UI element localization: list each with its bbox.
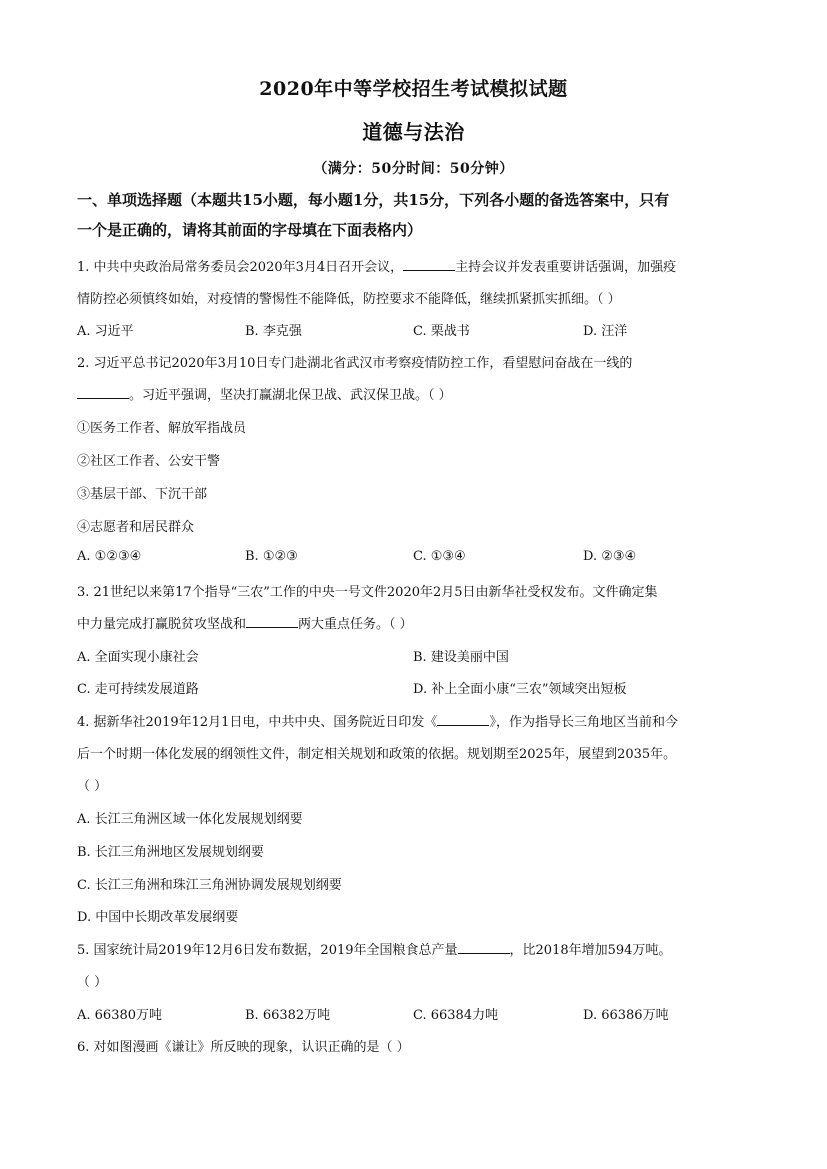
q2-line2 xyxy=(77,384,767,403)
q2-option-a: A. ①②③④ xyxy=(77,549,142,564)
q5-option-d: D. 66386万吨 xyxy=(583,1008,669,1023)
q2-text-b: 。习近平强调，坚决打赢湖北保卫战、武汉保卫战。（ ） xyxy=(129,388,452,403)
q2-blank xyxy=(77,386,129,399)
section-heading-line1: 一、单项选择题（本题共15小题，每小题1分，共15分，下列各小题的备选答案中，只有 xyxy=(77,191,670,209)
q5-line2: （ ） xyxy=(77,975,108,990)
q4-line1 xyxy=(77,711,767,730)
q3-blank xyxy=(246,615,298,628)
q1-option-d: D. 汪洋 xyxy=(583,324,628,339)
q3-text-b: 两大重点任务。（ ） xyxy=(298,617,413,632)
q5-option-a: A. 66380万吨 xyxy=(77,1008,163,1023)
q4-line2: 后一个时期一体化发展的纲领性文件，制定相关规划和政策的依据。规划期至2025年，展望到2035年。 xyxy=(77,747,677,762)
q4-option-a: A. 长江三角洲区域一体化发展规划纲要 xyxy=(77,812,303,827)
q4-option-c: C. 长江三角洲和珠江三角洲协调发展规划纲要 xyxy=(77,878,342,893)
q2-item-3: ③基层干部、下沉干部 xyxy=(77,487,208,502)
q2-option-d: D. ②③④ xyxy=(583,549,637,564)
q6-line1: 6. 对如图漫画《谦让》所反映的现象，认识正确的是（ ） xyxy=(77,1040,410,1055)
q4-option-d: D. 中国中长期改革发展纲要 xyxy=(77,910,239,925)
q2-item-4: ④志愿者和居民群众 xyxy=(77,520,195,535)
subject-title: 道德与法治 xyxy=(362,120,465,144)
q3-option-b: B. 建设美丽中国 xyxy=(413,650,509,665)
q1-option-c: C. 栗战书 xyxy=(413,324,470,339)
q1-text-a: 1. 中共中央政治局常务委员会2020年3月4日召开会议， xyxy=(77,260,404,275)
q1-line1 xyxy=(77,256,767,275)
q1-blank xyxy=(403,258,455,271)
q1-text-b: 主持会议并发表重要讲话强调，加强疫 xyxy=(455,260,677,275)
q4-text-b: 》，作为指导长三角地区当前和今 xyxy=(489,715,678,730)
q5-option-c: C. 66384力吨 xyxy=(413,1008,499,1023)
q2-item-1: ①医务工作者、解放军指战员 xyxy=(77,421,247,436)
q3-line1: 3. 21世纪以来第17个指导“三农”工作的中央一号文件2020年2月5日由新华社受权发布。文件确定集 xyxy=(77,585,658,600)
q4-line3: （ ） xyxy=(77,779,108,794)
q3-line2 xyxy=(77,613,767,632)
q4-option-b: B. 长江三角洲地区发展规划纲要 xyxy=(77,845,264,860)
q4-blank xyxy=(437,713,489,726)
q5-text-b: ，比2018年增加594万吨。 xyxy=(509,943,672,958)
q2-option-b: B. ①②③ xyxy=(245,549,298,564)
q3-text-a: 中力量完成打赢脱贫攻坚战和 xyxy=(77,617,247,632)
section-heading-line2: 一个是正确的，请将其前面的字母填在下面表格内） xyxy=(77,221,423,239)
q1-option-b: B. 李克强 xyxy=(245,324,302,339)
q2-item-2: ②社区工作者、公安干警 xyxy=(77,454,221,469)
q2-line1: 2. 习近平总书记2020年3月10日专门赴湖北省武汉市考察疫情防控工作，看望慰问奋战在一线的 xyxy=(77,356,633,371)
q1-option-a: A. 习近平 xyxy=(77,324,134,339)
exam-title: 2020年中等学校招生考试模拟试题 xyxy=(259,78,568,100)
q2-option-c: C. ①③④ xyxy=(413,549,466,564)
q5-text-a: 5. 国家统计局2019年12月6日发布数据，2019年全国粮食总产量 xyxy=(77,943,458,958)
q3-option-a: A. 全面实现小康社会 xyxy=(77,650,199,665)
q5-line1 xyxy=(77,939,767,958)
q4-text-a: 4. 据新华社2019年12月1日电，中共中央、国务院近日印发《 xyxy=(77,715,438,730)
q3-option-c: C. 走可持续发展道路 xyxy=(77,682,199,697)
exam-info: （满分：50分时间：50分钟） xyxy=(313,161,514,177)
q3-option-d: D. 补上全面小康“三农”领域突出短板 xyxy=(413,682,627,697)
q1-line2: 情防控必须慎终如始，对疫情的警惕性不能降低，防控要求不能降低，继续抓紧抓实抓细。（ ） xyxy=(77,292,621,307)
q5-option-b: B. 66382万吨 xyxy=(245,1008,331,1023)
q5-blank xyxy=(458,941,510,954)
